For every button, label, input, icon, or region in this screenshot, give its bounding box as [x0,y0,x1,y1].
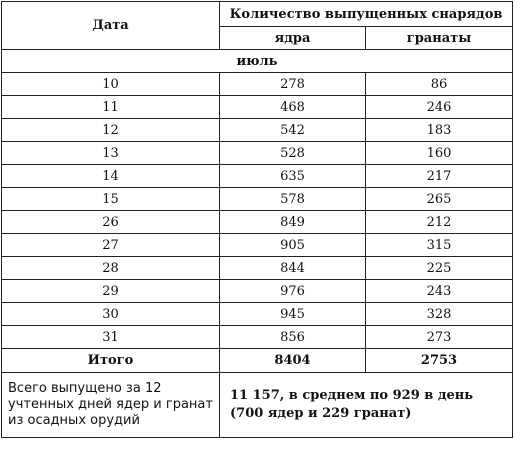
table-row [2,142,513,165]
table-row [2,280,513,303]
date-cell: 30 [2,303,220,326]
grenades-cell: 225 [366,257,513,280]
date-cell: 26 [2,211,220,234]
grenades-cell: 328 [366,303,513,326]
grenades-cell: 243 [366,280,513,303]
cores-cell: 849 [220,211,366,234]
grenades-header: гранаты [366,27,513,50]
cores-cell: 976 [220,280,366,303]
date-cell: 13 [2,142,220,165]
table-row [2,234,513,257]
date-cell: 12 [2,119,220,142]
table-row [2,119,513,142]
table-row [2,326,513,349]
grenades-cell: 212 [366,211,513,234]
date-cell: 11 [2,96,220,119]
table-row [2,73,513,96]
grenades-cell: 273 [366,326,513,349]
grenades-cell: 315 [366,234,513,257]
summary-value-line2: (700 ядер и 229 гранат) [230,406,412,421]
total-cores: 8404 [220,349,366,373]
shells-count-header: Количество выпущенных снарядов [220,2,513,27]
grenades-cell: 217 [366,165,513,188]
table-row [2,165,513,188]
cores-cell: 844 [220,257,366,280]
table-row [2,211,513,234]
grenades-cell: 246 [366,96,513,119]
date-cell: 29 [2,280,220,303]
shells-table [1,1,513,438]
cores-cell: 856 [220,326,366,349]
month-label: июль [2,50,513,73]
date-cell: 14 [2,165,220,188]
grenades-cell: 86 [366,73,513,96]
summary-value [220,373,513,438]
date-cell: 31 [2,326,220,349]
cores-cell: 542 [220,119,366,142]
date-cell: 10 [2,73,220,96]
date-cell: 28 [2,257,220,280]
summary-label: Всего выпущено за 12 учтенных дней ядер и гранат из осадных орудий [2,373,220,438]
grenades-cell: 183 [366,119,513,142]
cores-header: ядра [220,27,366,50]
total-grenades: 2753 [366,349,513,373]
cores-cell: 278 [220,73,366,96]
table-row [2,96,513,119]
cores-cell: 905 [220,234,366,257]
summary-value-line1: 11 157, в среднем по 929 в день [230,388,474,403]
summary-row [2,373,513,438]
date-cell: 27 [2,234,220,257]
cores-cell: 945 [220,303,366,326]
table-row [2,188,513,211]
table-row [2,303,513,326]
date-cell: 15 [2,188,220,211]
date-header: Дата [2,2,220,50]
total-row [2,349,513,373]
grenades-cell: 160 [366,142,513,165]
total-label: Итого [2,349,220,373]
cores-cell: 528 [220,142,366,165]
cores-cell: 468 [220,96,366,119]
cores-cell: 578 [220,188,366,211]
table-row [2,257,513,280]
cores-cell: 635 [220,165,366,188]
grenades-cell: 265 [366,188,513,211]
